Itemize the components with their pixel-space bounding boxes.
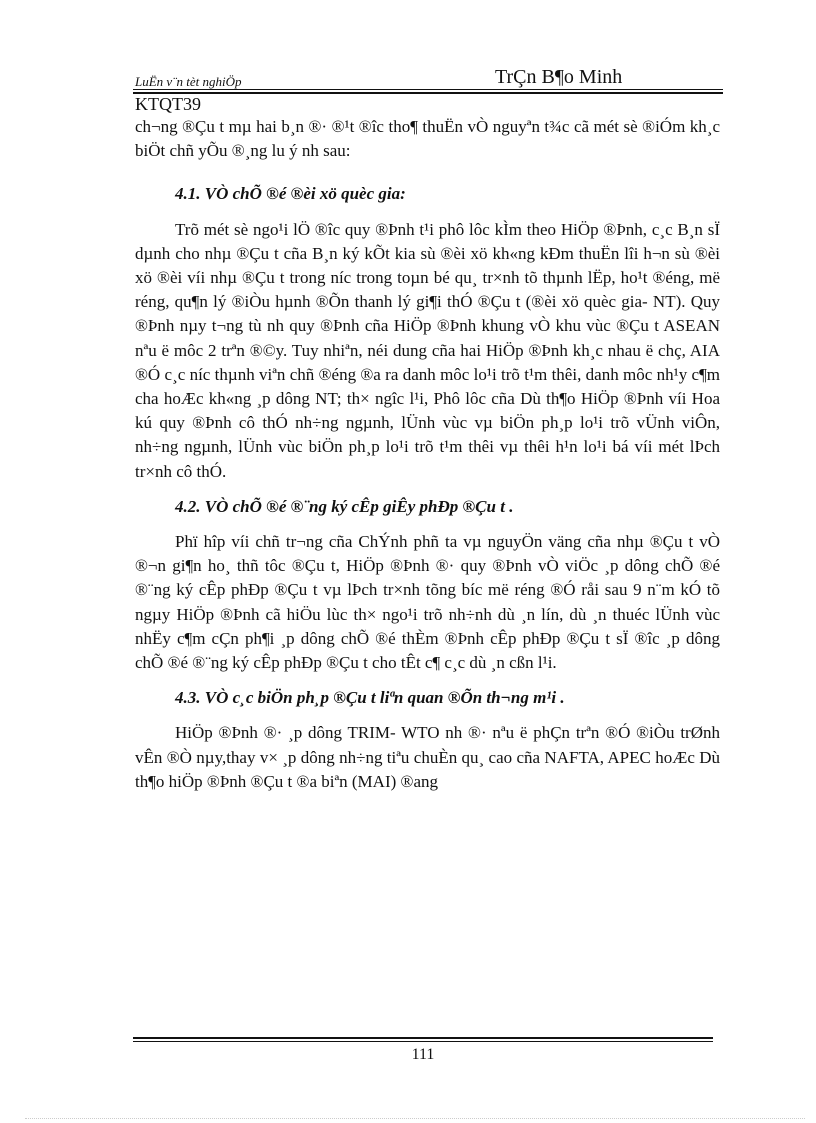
section-heading-4-1: 4.1. VÒ chÕ ®é ®èi xö quèc gia:: [175, 184, 406, 204]
paragraph-4-1: Trõ mét sè ngo¹i lÖ ®îc quy ®Þnh t¹i phô lôc kÌm theo HiÖp ®Þnh, c¸c B¸n sÏ dµnh cho nhµ ®Çu t cña B¸n ký kÕt kia sù ®èi xö kh«ng kÐm thuËn lîi h¬n sù ®èi xö ®èi víi nhµ ®Çu t trong níc trong toµn bé qu¸ tr×nh tõ thµnh lËp, ho¹t ®éng, më réng, qu¶n lý ®iÒu hµnh ®Õn thanh lý gi¶i thÓ ®Çu t (®èi xö quèc gia- NT). Quy ®Þnh nµy t¬ng tù nh quy ®Þnh cña HiÖp ®Þnh khung vÒ khu vùc ®Çu t ASEAN nªu ë môc 2 trªn ®©y. Tuy nhiªn, néi dung cña hai HiÖp ®Þnh kh¸c nhau ë chç, AIA ®Ó c¸c níc thµnh viªn chñ ®éng ®a ra danh môc lo¹i trõ t¹m thêi, danh môc nh¹y c¶m cha hoÆc kh«ng ¸p dông NT; th× ngîc l¹i, Phô lôc cña Dù th¶o HiÖp ®Þnh víi Hoa kú quy ®Þnh cô thÓ nh÷ng ngµnh, lÜnh vùc vµ biÖn ph¸p lo¹i trõ vÜnh viÔn, nh÷ng ngµnh, lÜnh vùc biÖn ph¸p lo¹i trõ t¹m thêi vµ thêi h¹n lo¹i bá víi mét lÞch tr×nh cô thÓ.: [135, 219, 720, 481]
page-number: 111: [411, 1046, 435, 1063]
section-heading-4-2: 4.2. VÒ chÕ ®é ®¨ng ký cÊp giÊy phÐp ®Çu t .: [175, 496, 514, 516]
paragraph-intro: ch¬ng ®Çu t mµ hai b¸n ®· ®¹t ®îc tho¶ thuËn vÒ nguyªn t¾c cã mét sè ®iÓm kh¸c biÖt chñ yÕu ®¸ng lu ý nh sau:: [135, 117, 720, 161]
header-rule: [133, 89, 723, 90]
footer-rule-thick: [133, 1037, 713, 1039]
paragraph-4-2: Phï hîp víi chñ tr¬ng cña ChÝnh phñ ta vµ nguyÖn väng cña nhµ ®Çu t vÒ ®¬n gi¶n ho¸ thñ tôc ®Çu t, HiÖp ®Þnh ®· quy ®Þnh vÒ viÖc ¸p dông chÕ ®é ®¨ng ký cÊp phÐp ®Çu t vµ lÞch tr×nh tõng bíc më réng ®Ó råi sau 9 n¨m kÓ tõ ngµy HiÖp ®Þnh cã hiÖu lùc th× ngo¹i trõ nh÷nh dù ¸n lín, dù ¸n thuéc lÜnh vùc nhËy c¶m cÇn ph¶i ¸p dông chÕ ®é thÈm ®Þnh cÊp phÐp ®Çu t sÏ ®îc ¸p dông chÕ ®é ®¨ng ký cÊp phÐp ®Çu t cho tÊt c¶ c¸c dù ¸n cßn l¹i.: [135, 532, 720, 673]
paragraph-4-3: HiÖp ®Þnh ®· ¸p dông TRIM- WTO nh ®· nªu ë phÇn trªn ®Ó ®iÒu trØnh vÊn ®Ò nµy,thay v× ¸p dông nh÷ng tiªu chuÈn qu¸ cao cña NAFTA, APEC hoÆc Dù th¶o hiÖp ®Þnh ®Çu t ®a biªn (MAI) ®ang: [135, 723, 720, 791]
page-bottom-divider: [25, 1118, 805, 1119]
header-class-code: KTQT39: [135, 94, 201, 114]
footer-rule: [133, 1041, 713, 1042]
section-heading-4-3: 4.3. VÒ c¸c biÖn ph¸p ®Çu t liªn quan ®Õn th¬ng m¹i .: [175, 688, 565, 708]
header-rule-thick: [133, 92, 723, 94]
header-author: TrÇn B¶o Minh: [495, 66, 623, 88]
body-text: [135, 115, 720, 794]
header-left-text: LuËn v¨n tèt nghiÖp: [135, 74, 242, 89]
